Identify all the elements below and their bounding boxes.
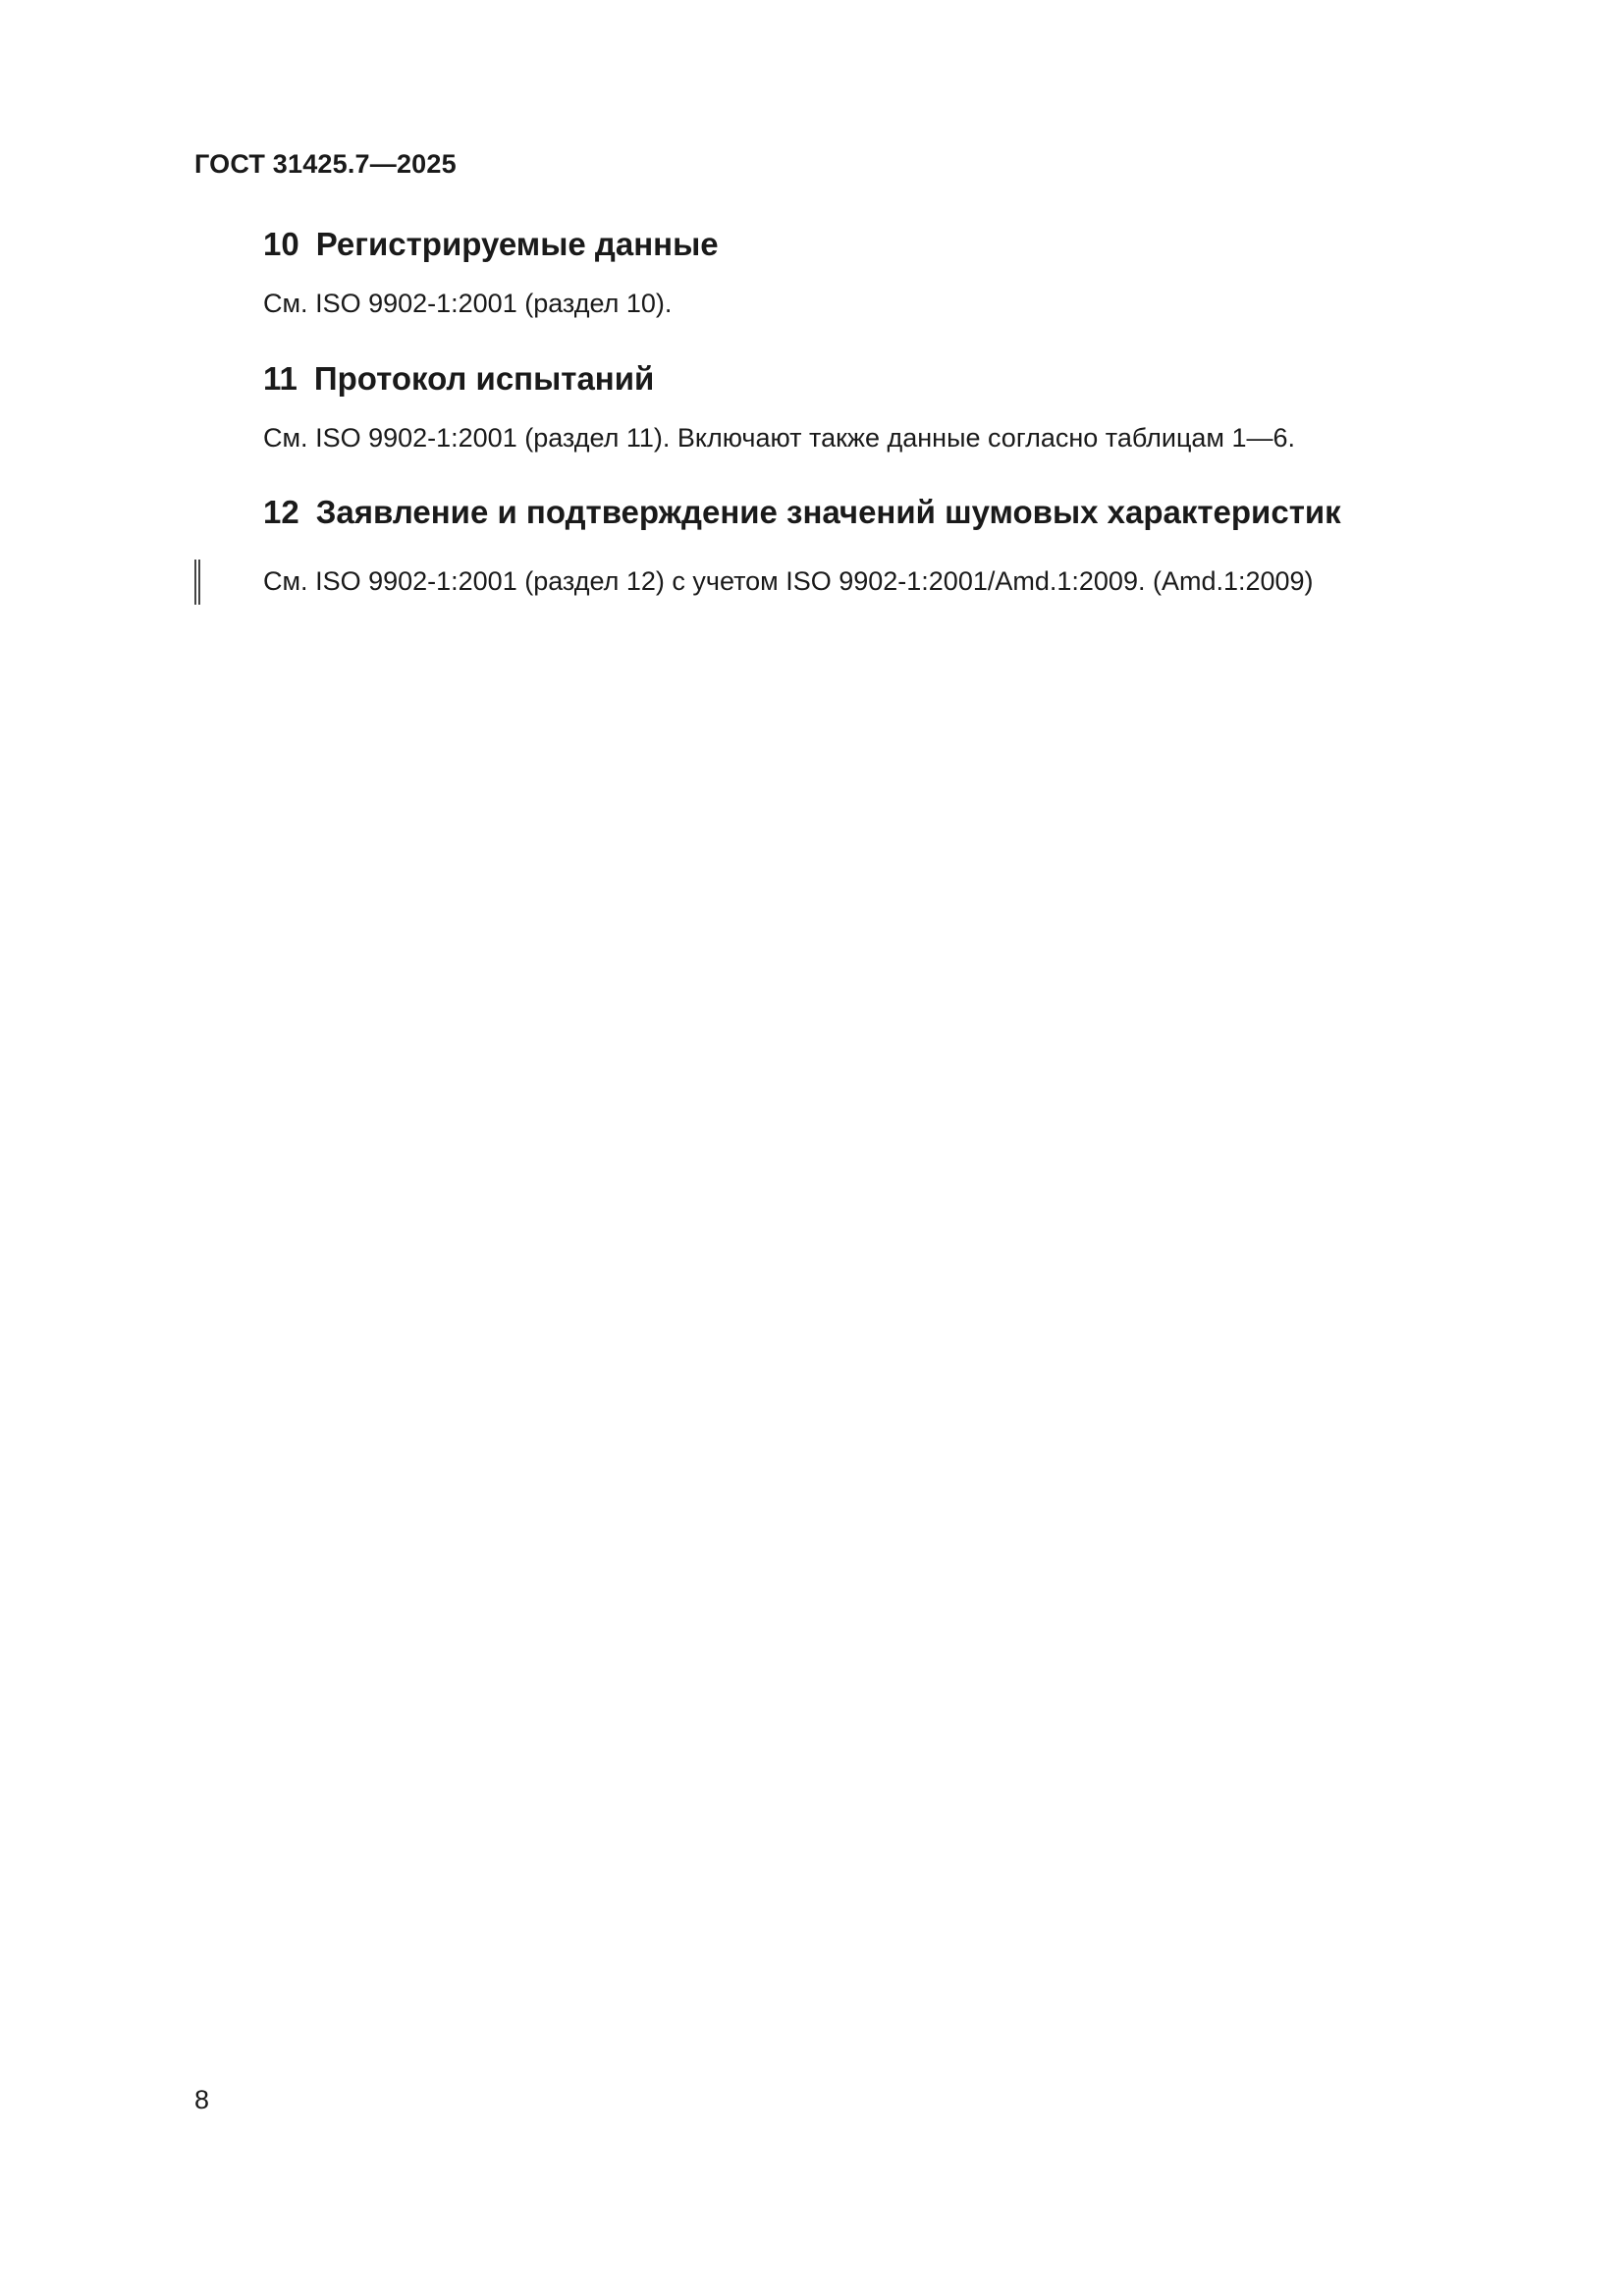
section-12-number: 12 (263, 494, 299, 530)
section-11-title: Протокол испытаний (313, 360, 655, 397)
section-10-title: Регистрируемые данные (315, 226, 719, 262)
section-11-body: См. ISO 9902-1:2001 (раздел 11). Включают также данные согласно таблицам 1—6. (263, 423, 1296, 453)
section-11-number: 11 (263, 360, 298, 397)
section-12-body: См. ISO 9902-1:2001 (раздел 12) с учетом ISO 9902-1:2001/Amd.1:2009. (Amd.1:2009) (263, 566, 1314, 596)
section-10-number: 10 (263, 226, 299, 262)
section-11-heading (263, 360, 654, 398)
section-12-heading (263, 494, 1341, 531)
section-12-title: Заявление и подтверждение значений шумовых характеристик (315, 494, 1341, 530)
document-designation-header: ГОСТ 31425.7—2025 (194, 149, 457, 179)
page-number: 8 (194, 2085, 210, 2114)
section-10-body: См. ISO 9902-1:2001 (раздел 10). (263, 289, 673, 318)
section-10-heading (263, 226, 719, 263)
amendment-change-bar (194, 560, 200, 605)
